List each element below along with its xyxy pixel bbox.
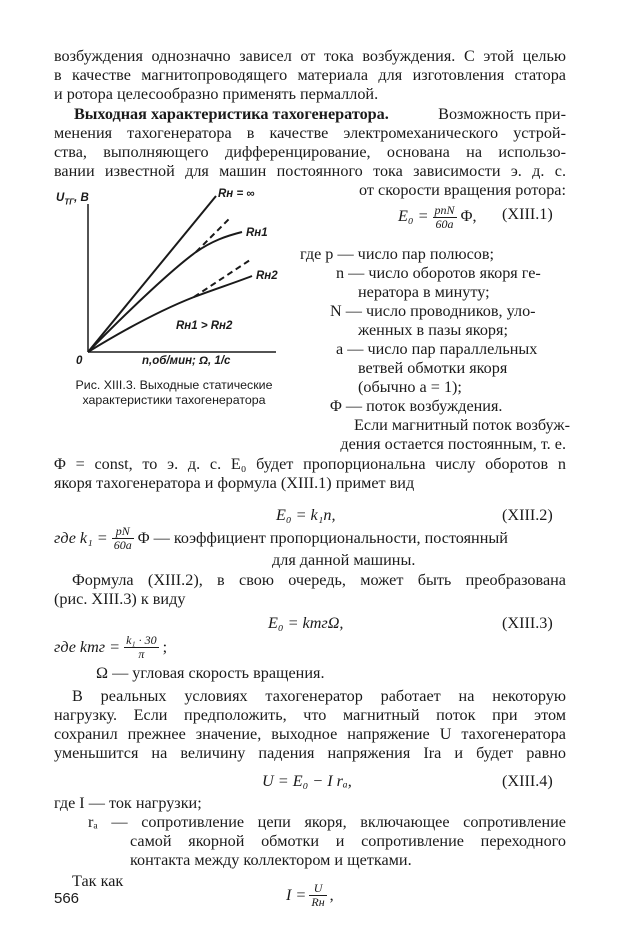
curve-label-rn1: Rн1 bbox=[246, 227, 268, 239]
ktg-definition: где kтг = $\frac{\text{k₁ · 30}}{\pi}$ ; bbox=[54, 632, 168, 661]
k1-definition: где k₁ = $\frac{pN}{60a}$ Φ — коэффициент пропорциональности, постоянный bbox=[54, 523, 508, 552]
text-line: сохранил прежнее значение, выходное напряжение U тахогенератора bbox=[54, 725, 566, 743]
where-item: где p — число пар полюсов; bbox=[300, 245, 495, 263]
text-line: нагрузку. Если предположить, что магнитный поток при этом bbox=[54, 706, 566, 724]
text-line: Возможность при- bbox=[438, 105, 566, 123]
curve-label-rn-infinity: Rн = ∞ bbox=[218, 188, 255, 200]
where-item: нератора в минуту; bbox=[358, 283, 490, 301]
curve-rn2 bbox=[88, 276, 252, 352]
where-item: a — число пар параллельных bbox=[336, 340, 538, 358]
equation-xiii-4: U = E₀ − I rₐ, bbox=[262, 772, 352, 790]
where-item: rₐ — сопротивление цепи якоря, включающее сопротивление bbox=[88, 813, 566, 831]
curve-rn1-dashed bbox=[196, 218, 230, 252]
figure-caption-line: Рис. XIII.3. Выходные статические bbox=[75, 378, 273, 392]
x-axis-label: n,об/мин; Ω, 1/с bbox=[142, 355, 231, 367]
text-line: вании известной для машин постоянного тока зависимости э. д. с. bbox=[54, 162, 566, 180]
figure-output-characteristics bbox=[54, 180, 286, 370]
text-line: для данной машины. bbox=[272, 551, 416, 569]
equation-number: (XIII.4) bbox=[502, 772, 553, 790]
text-line: возбуждения однозначно зависел от тока возбуждения. С этой целью bbox=[54, 47, 566, 65]
origin-label: 0 bbox=[76, 355, 83, 367]
equation-xiii-2: E₀ = k₁n, bbox=[276, 506, 336, 524]
text-line: от скорости вращения ротора: bbox=[359, 181, 566, 199]
curve-rn1 bbox=[88, 232, 242, 352]
where-item: где I — ток нагрузки; bbox=[54, 794, 202, 812]
text-line: менения тахогенератора в качестве электромеханического устрой- bbox=[54, 124, 566, 142]
where-item: Φ — поток возбуждения. bbox=[330, 397, 503, 415]
text-line: и ротора целесообразно применять пермаллой. bbox=[54, 85, 379, 103]
omega-definition: Ω — угловая скорость вращения. bbox=[96, 664, 325, 682]
text-line: (рис. XIII.3) к виду bbox=[54, 590, 186, 608]
where-item: женных в пазы якоря; bbox=[358, 321, 508, 339]
text-line: дения остается постоянным, т. е. bbox=[340, 435, 566, 453]
text-line: ства, выполняющего дифференцирование, основана на использо- bbox=[54, 143, 566, 161]
page-number: 566 bbox=[54, 890, 80, 907]
equation-number: (XIII.1) bbox=[502, 205, 553, 223]
text-line: в качестве магнитопроводящего материала для изготовления статора bbox=[54, 66, 566, 84]
equation-xiii-3: E₀ = kтгΩ, bbox=[268, 614, 344, 632]
where-item: контакта между коллектором и щетками. bbox=[130, 851, 412, 869]
text-line: Если магнитный поток возбуж- bbox=[354, 416, 570, 434]
text-line: Так как bbox=[72, 872, 124, 890]
figure-caption-line: характеристики тахогенератора bbox=[82, 393, 266, 407]
text-line: Φ = const, то э. д. с. E₀ будет пропорциональна числу оборотов n bbox=[54, 455, 566, 473]
figure-plot bbox=[54, 180, 286, 370]
relation-label: Rн1 > Rн2 bbox=[176, 320, 233, 332]
equation-number: (XIII.2) bbox=[502, 506, 553, 524]
where-item: самой якорной обмотки и сопротивление переходного bbox=[130, 832, 566, 850]
where-item: N — число проводников, уло- bbox=[330, 302, 536, 320]
curve-label-rn2: Rн2 bbox=[256, 270, 278, 282]
text-line: якоря тахогенератора и формула (XIII.1) примет вид bbox=[54, 474, 415, 492]
curve-rn2-dashed bbox=[194, 260, 250, 297]
section-heading-line bbox=[74, 105, 566, 124]
where-item: (обычно a = 1); bbox=[358, 378, 462, 396]
equation-xiii-1: E₀ = $\frac{\text{pnN}}{60a}$ Φ, bbox=[398, 203, 477, 231]
section-title: Выходная характеристика тахогенератора. bbox=[74, 105, 389, 123]
where-item: ветвей обмотки якоря bbox=[358, 359, 508, 377]
where-item: n — число оборотов якоря ге- bbox=[336, 264, 541, 282]
text-line: Формула (XIII.2), в свою очередь, может быть преобразована bbox=[72, 571, 566, 589]
text-line: В реальных условиях тахогенератор работает на некоторую bbox=[72, 687, 566, 705]
equation-number: (XIII.3) bbox=[502, 614, 553, 632]
y-axis-label: $U_{ТГ}$, В bbox=[56, 192, 89, 207]
text-line: уменьшится на величину падения напряжения Ira и будет равно bbox=[54, 744, 566, 762]
equation-current: I = $\frac{U}{Rн}$ , bbox=[286, 881, 334, 909]
